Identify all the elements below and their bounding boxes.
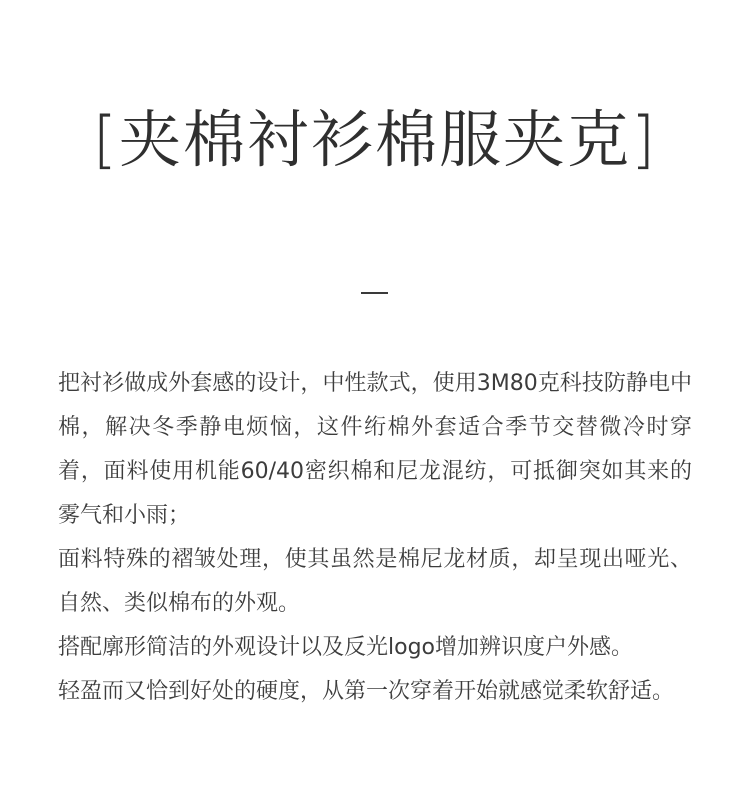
description-paragraph: 把衬衫做成外套感的设计，中性款式，使用3M80克科技防静电中棉，解决冬季静电烦恼，这件绗棉外套适合季节交替微冷时穿着，面料使用机能60/40密织棉和尼龙混纺，可抵御突如其来的雾气和小雨； [58, 371, 692, 528]
divider [361, 292, 388, 294]
description [58, 362, 692, 714]
product-title: [夹棉衬衫棉服夹克] [92, 103, 658, 176]
description-paragraph: 面料特殊的褶皱处理，使其虽然是棉尼龙材质，却呈现出哑光、自然、类似棉布的外观。 [58, 547, 692, 616]
description-paragraph: 搭配廓形简洁的外观设计以及反光logo增加辨识度户外感。 [58, 635, 633, 660]
description-paragraph: 轻盈而又恰到好处的硬度，从第一次穿着开始就感觉柔软舒适。 [58, 679, 675, 704]
